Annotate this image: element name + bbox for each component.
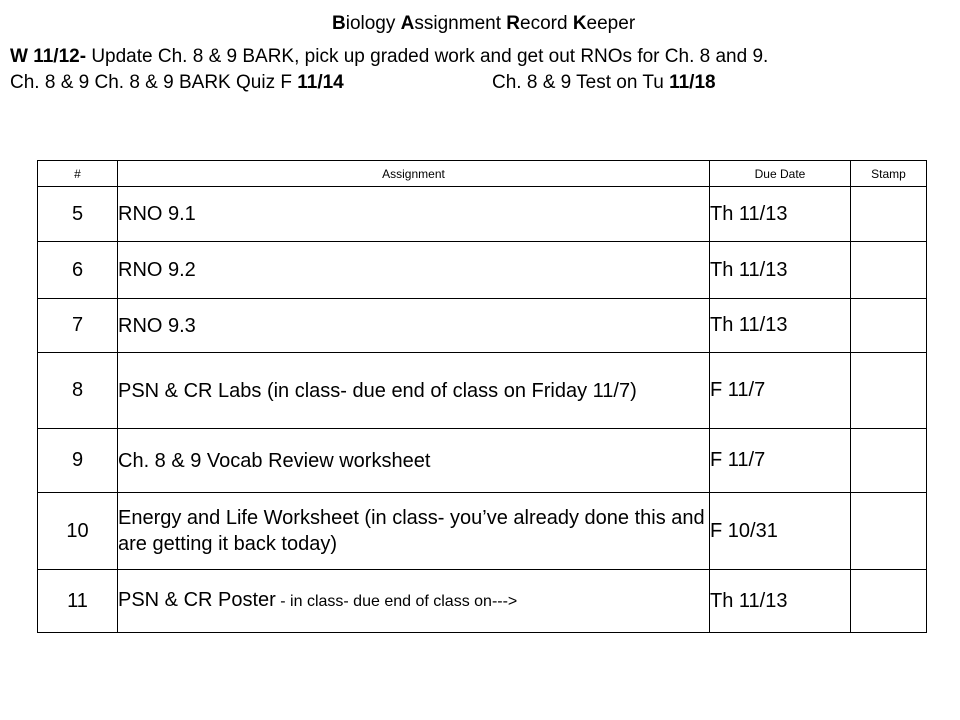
row-stamp-cell bbox=[851, 242, 927, 299]
page-title: Biology Assignment Record Keeper bbox=[332, 13, 636, 34]
row-assignment: RNO 9.2 bbox=[118, 242, 710, 299]
table-header-row bbox=[38, 161, 927, 187]
row-number: 8 bbox=[38, 353, 118, 429]
header-assignment: Assignment bbox=[118, 161, 710, 187]
row-due-date: F 11/7 bbox=[710, 429, 851, 493]
row-number: 10 bbox=[38, 493, 118, 570]
assignment-table bbox=[37, 160, 927, 633]
table-row bbox=[38, 429, 927, 493]
announcement-notes bbox=[10, 44, 930, 96]
row-number: 9 bbox=[38, 429, 118, 493]
table-row bbox=[38, 187, 927, 242]
row-stamp-cell bbox=[851, 570, 927, 633]
notes-line-3 bbox=[10, 70, 930, 96]
header-stamp: Stamp bbox=[851, 161, 927, 187]
row-due-date: F 11/7 bbox=[710, 353, 851, 429]
row-assignment bbox=[118, 570, 710, 633]
table-row bbox=[38, 493, 927, 570]
assignment-note-text: - in class- due end of class on---> bbox=[275, 593, 518, 610]
row-number: 7 bbox=[38, 299, 118, 353]
table-row bbox=[38, 242, 927, 299]
row-stamp-cell bbox=[851, 429, 927, 493]
row-assignment: Ch. 8 & 9 Vocab Review worksheet bbox=[118, 429, 710, 493]
row-due-date: F 10/31 bbox=[710, 493, 851, 570]
notes-line-1: W 11/12- Update Ch. 8 & 9 BARK, pick up graded work and get out RNOs for Ch. 8 and 9. bbox=[10, 46, 769, 67]
row-assignment: RNO 9.1 bbox=[118, 187, 710, 242]
row-stamp-cell bbox=[851, 299, 927, 353]
row-number: 5 bbox=[38, 187, 118, 242]
row-number: 6 bbox=[38, 242, 118, 299]
quiz-note: Ch. 8 & 9 Ch. 8 & 9 BARK Quiz F 11/14 bbox=[10, 72, 344, 93]
header-due-date: Due Date bbox=[710, 161, 851, 187]
row-assignment: RNO 9.3 bbox=[118, 299, 710, 353]
row-stamp-cell bbox=[851, 493, 927, 570]
row-assignment: PSN & CR Labs (in class- due end of class on Friday 11/7) bbox=[118, 353, 710, 429]
test-note: Ch. 8 & 9 Test on Tu 11/18 bbox=[492, 72, 716, 93]
table-row bbox=[38, 570, 927, 633]
table-row bbox=[38, 353, 927, 429]
row-number: 11 bbox=[38, 570, 118, 633]
row-assignment: Energy and Life Worksheet (in class- you’ve already done this and are getting it back today) bbox=[118, 493, 710, 570]
row-due-date: Th 11/13 bbox=[710, 570, 851, 633]
row-stamp-cell bbox=[851, 187, 927, 242]
row-stamp-cell bbox=[851, 353, 927, 429]
row-due-date: Th 11/13 bbox=[710, 242, 851, 299]
header-number: # bbox=[38, 161, 118, 187]
row-due-date: Th 11/13 bbox=[710, 187, 851, 242]
assignment-main-text: PSN & CR Poster bbox=[118, 589, 276, 611]
row-due-date: Th 11/13 bbox=[710, 299, 851, 353]
table-row bbox=[38, 299, 927, 353]
